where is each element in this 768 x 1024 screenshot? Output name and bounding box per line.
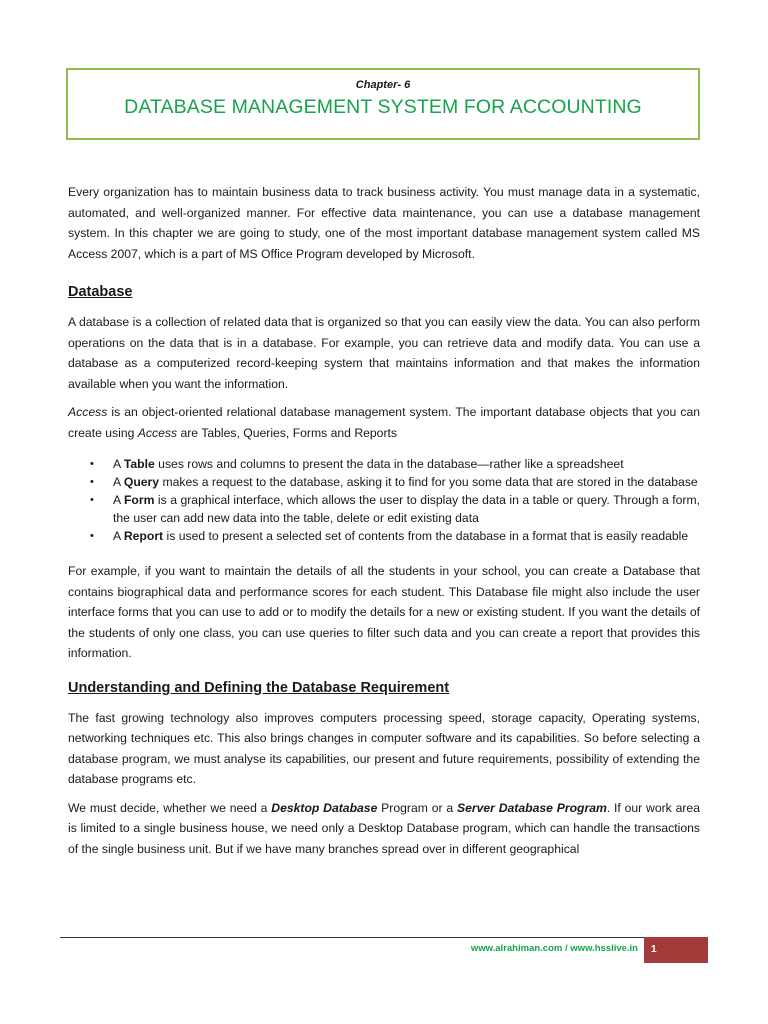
access-paragraph-text-1: is an object-oriented relational database management system. The important database objects that you can create using — [68, 405, 700, 440]
server-database-term: Server Database Program — [456, 800, 607, 815]
bullet-icon: • — [90, 458, 94, 470]
page-title: DATABASE MANAGEMENT SYSTEM FOR ACCOUNTING — [124, 96, 642, 118]
decision-text-3: . If our work area is limited to a single business house, we need only a Desktop Database program, which can handle the transactions of the single business unit. But if we have many branches spread over in different geographical — [68, 800, 700, 856]
list-item-text: makes a request to the database, asking it to find for you some data that are stored in the database — [159, 475, 698, 489]
list-item-query — [68, 473, 700, 491]
access-italic: Access — [68, 405, 108, 419]
list-item-report — [68, 527, 700, 545]
bullet-icon: • — [90, 494, 94, 506]
access-paragraph — [68, 402, 700, 443]
page-number: 1 — [644, 937, 708, 963]
database-heading: Database — [68, 284, 133, 300]
list-item-prefix: A — [113, 457, 124, 471]
bullet-icon: • — [90, 476, 94, 488]
example-paragraph: For example, if you want to maintain the details of all the students in your school, you can create a Database that contains biographical data and performance scores for each student. This Database file might also include the user interface forms that you can use to add or to modify the details for a new or existing student. If you want the details of the students of only one class, you can use queries to filter such data and you can create a report that provides this information. — [68, 564, 700, 660]
footer-website: www.alrahiman.com / www.hsslive.in — [470, 943, 638, 954]
decision-text-2: Program or a — [377, 800, 457, 815]
database-objects-list — [68, 455, 700, 545]
access-italic-2: Access — [137, 425, 178, 440]
list-item-form — [68, 491, 700, 527]
decision-text-1: We must decide, whether we need a — [68, 800, 272, 815]
document-body — [68, 182, 700, 859]
list-item-text: uses rows and columns to present the data in the database—rather like a spreadsheet — [154, 457, 624, 471]
desktop-database-term: Desktop Database — [271, 800, 378, 815]
list-item-term: Form — [123, 493, 155, 507]
list-item-table — [68, 455, 700, 473]
database-definition-paragraph: A database is a collection of related data that is organized so that you can easily view the data. You can also perform operations on the data that is in a database. For example, you can retrieve data and modify data. You can use a database as a computerized record-keeping system that maintains information and that makes the information available when you want the information. — [68, 315, 700, 391]
footer-divider — [60, 937, 708, 938]
list-item-prefix: A — [113, 529, 124, 543]
list-item-prefix: A — [113, 475, 124, 489]
access-paragraph-text-2: are Tables, Queries, Forms and Reports — [177, 425, 397, 440]
chapter-title-box — [66, 68, 700, 140]
list-item-term: Table — [123, 457, 155, 471]
list-item-text: is used to present a selected set of contents from the database in a format that is easily readable — [163, 529, 689, 543]
decision-paragraph — [68, 798, 700, 860]
list-item-text: is a graphical interface, which allows the user to display the data in a table or query. Through a form, the user can add new data into the table, delete or edit existing data — [113, 493, 700, 525]
technology-paragraph: The fast growing technology also improves computers processing speed, storage capacity, Operating systems, networking techniques etc. This also brings changes in computer software and its capabilities. So before selecting a database program, we must analyse its capabilities, our present and future requirements, possibility of extending the database programs etc. — [68, 710, 700, 786]
bullet-icon: • — [90, 530, 94, 542]
requirement-heading: Understanding and Defining the Database Requirement — [68, 679, 450, 696]
list-item-term: Query — [123, 475, 160, 489]
list-item-term: Report — [123, 529, 164, 543]
intro-paragraph: Every organization has to maintain business data to track business activity. You must manage data in a systematic, automated, and well-organized manner. For effective data maintenance, you can use a database management system. In this chapter we are going to study, one of the most important database management system called MS Access 2007, which is a part of MS Office Program developed by Microsoft. — [68, 185, 700, 261]
chapter-label: Chapter- 6 — [355, 79, 411, 91]
list-item-prefix: A — [113, 493, 124, 507]
